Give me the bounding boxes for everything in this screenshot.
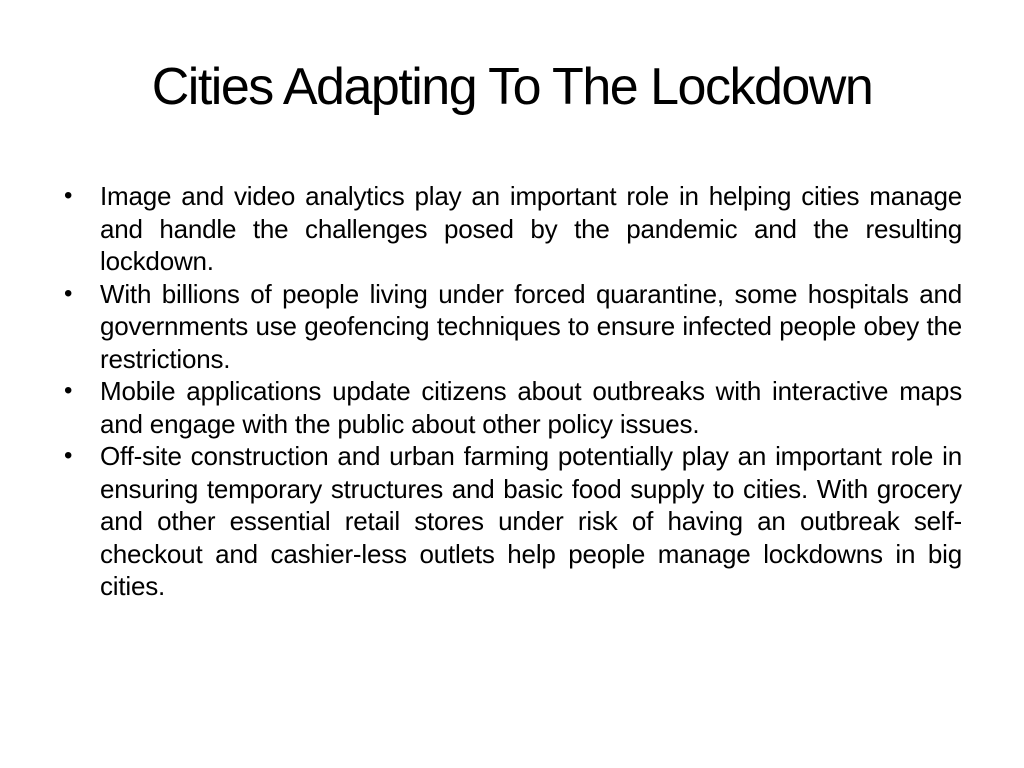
bullet-item [62, 180, 962, 278]
bullet-marker: • [64, 279, 73, 307]
bullet-text: With billions of people living under forced quarantine, some hospitals and governments use geofencing techniques to ensure infected people obey the restrictions. [100, 278, 962, 374]
bullet-marker: • [64, 182, 73, 209]
bullet-item [62, 278, 962, 376]
bullet-marker: • [64, 442, 73, 469]
bullet-text: Image and video analytics play an important role in helping cities manage and handle the challenges posed by the pandemic and the resulting lockdown. [100, 181, 962, 276]
bullet-item [62, 440, 962, 603]
bullet-text: Off-site construction and urban farming potentially play an important role in ensuring temporary structures and basic food supply to cities. With grocery and other essential retail stores under risk of having an outbreak self-checkout and cashier-less outlets help people manage lockdowns in big cities. [100, 441, 962, 601]
bullet-item [62, 375, 962, 440]
bullet-text: Mobile applications update citizens about outbreaks with interactive maps and engage with the public about other policy issues. [100, 376, 962, 439]
slide-title: Cities Adapting To The Lockdown [151, 58, 873, 116]
bullet-marker: • [64, 377, 73, 404]
bullet-list [62, 180, 962, 603]
